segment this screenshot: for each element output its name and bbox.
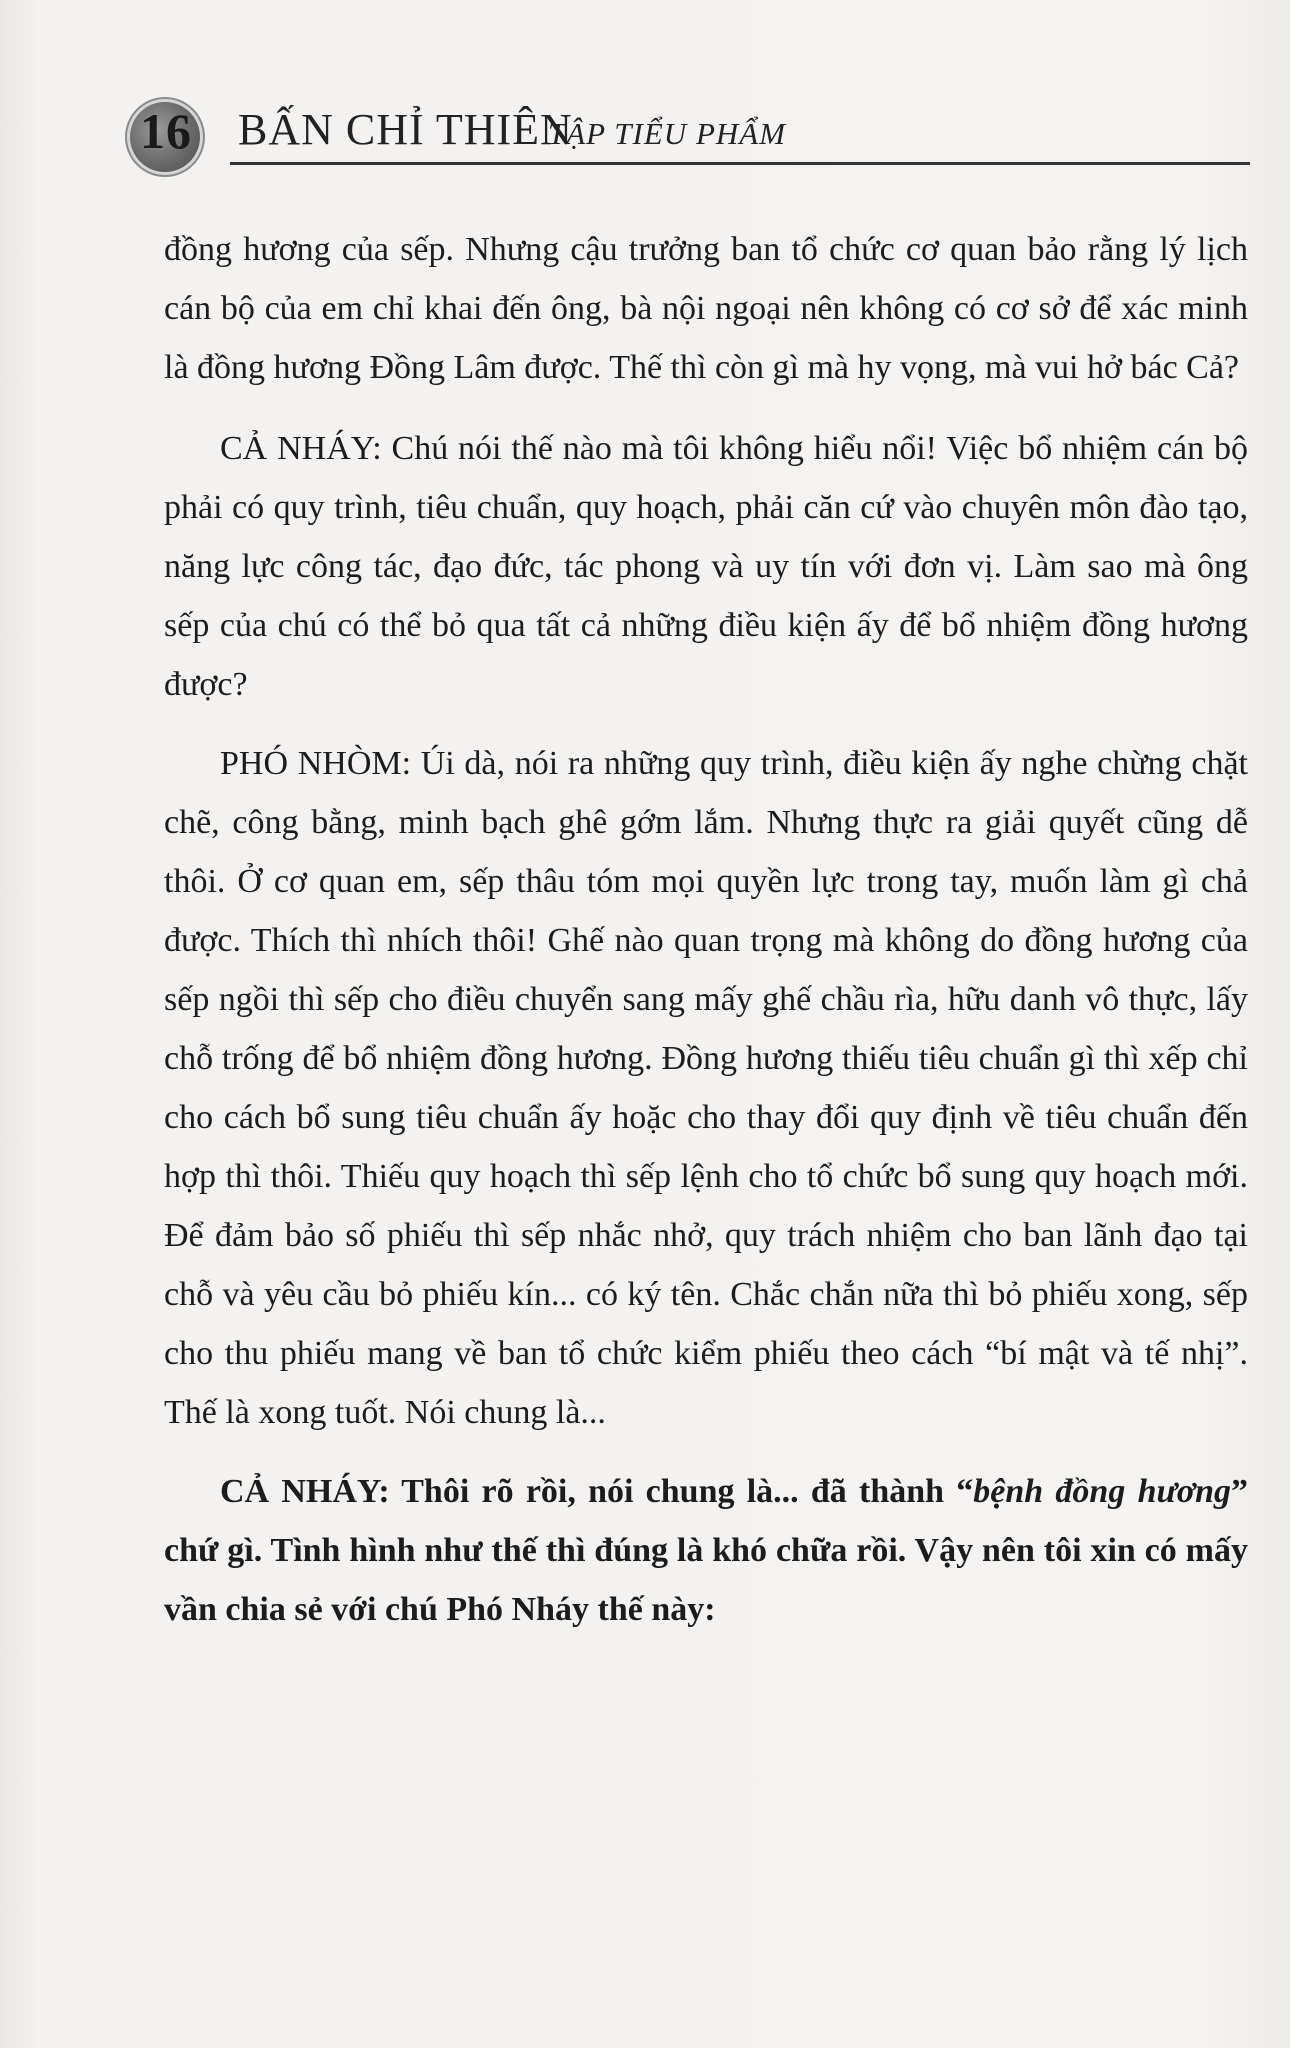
paragraph-3: PHÓ NHÒM: Úi dà, nói ra những quy trình, điều kiện ấy nghe chừng chặt chẽ, công bằng, minh bạch ghê gớm lắm. Nhưng thực ra giải quyết cũng dễ thôi. Ở cơ quan em, sếp thâu tóm mọi quyền lực trong tay, muốn làm gì chả được. Thích thì nhích thôi! Ghế nào quan trọng mà không do đồng hương của sếp ngồi thì sếp cho điều chuyển sang mấy ghế chầu rìa, hữu danh vô thực, lấy chỗ trống để bổ nhiệm đồng hương. Đồng hương thiếu tiêu chuẩn gì thì xếp chỉ cho cách bổ sung tiêu chuẩn ấy hoặc cho thay đổi quy định về tiêu chuẩn đến hợp thì thôi. Thiếu quy hoạch thì sếp lệnh cho tổ chức bổ sung quy hoạch mới. Để đảm bảo số phiếu thì sếp nhắc nhở, quy trách nhiệm cho ban lãnh đạo tại chỗ và yêu cầu bỏ phiếu kín... có ký tên. Chắc chắn nữa thì bỏ phiếu xong, sếp cho thu phiếu mang về ban tổ chức kiểm phiếu theo cách “bí mật và tế nhị”. Thế là xong tuốt. Nói chung là... [164,745,1248,1431]
paragraph-4-tail: ” chứ gì. Tình hình như thế thì đúng là khó chữa rồi. Vậy nên tôi xin có mấy vần chia sẻ với chú Phó Nháy thế này: [164,1473,1248,1628]
book-title: BẤN CHỈ THIÊN [238,105,573,154]
paragraph-4 [164,1462,1248,1639]
page-number: 16 [140,103,192,159]
header-rule [230,162,1250,165]
page-header [130,96,1250,176]
paragraph-4-emphasis: bệnh đồng hương [973,1473,1231,1510]
body-text [164,220,1248,1659]
paragraph-1: đồng hương của sếp. Nhưng cậu trưởng ban tổ chức cơ quan bảo rằng lý lịch cán bộ của em chỉ khai đến ông, bà nội ngoại nên không có cơ sở để xác minh là đồng hương Đồng Lâm được. Thế thì còn gì mà hy vọng, mà vui hở bác Cả? [164,231,1248,386]
paragraph-4-lead: CẢ NHÁY: Thôi rõ rồi, nói chung là... đã thành “ [220,1473,974,1510]
paragraph-2: CẢ NHÁY: Chú nói thế nào mà tôi không hiểu nổi! Việc bổ nhiệm cán bộ phải có quy trình, tiêu chuẩn, quy hoạch, phải căn cứ vào chuyên môn đào tạo, năng lực công tác, đạo đức, tác phong và uy tín với đơn vị. Làm sao mà ông sếp của chú có thể bỏ qua tất cả những điều kiện ấy để bổ nhiệm đồng hương được? [164,430,1248,703]
book-subtitle: TẬP TIỂU PHẨM [548,116,787,151]
